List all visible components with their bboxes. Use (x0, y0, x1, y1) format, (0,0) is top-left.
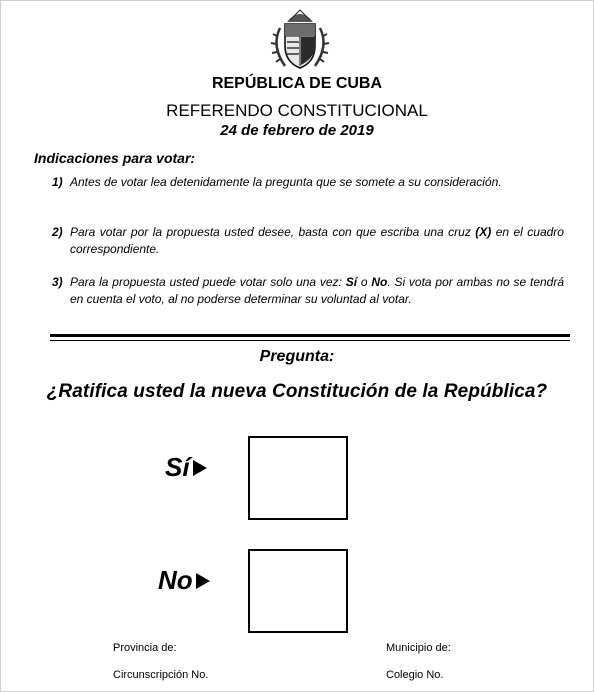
yes-option-label (165, 452, 207, 483)
country-heading: REPÚBLICA DE CUBA (211, 75, 383, 92)
instructions-title: Indicaciones para votar: (34, 150, 196, 166)
yes-vote-box[interactable] (248, 436, 348, 520)
ballot-title: REFERENDO CONSTITUCIONAL (166, 101, 428, 120)
instruction-item-1 (52, 174, 564, 191)
instruction-text: Antes de votar lea detenidamente la pregunta que se somete a su consideración. (70, 175, 502, 189)
instruction-text: Para votar por la propuesta usted desee, basta con que escriba una cruz (X) en el cuadro correspondiente. (70, 225, 564, 256)
provincia-label: Provincia de: (113, 642, 177, 654)
no-vote-box[interactable] (248, 549, 348, 633)
question-label: Pregunta: (259, 348, 335, 365)
section-divider-thin (50, 340, 570, 341)
no-option-label (158, 565, 210, 596)
instruction-number: 1) (52, 175, 63, 189)
yes-label-text: Sí (165, 452, 190, 482)
instruction-number: 2) (52, 225, 63, 239)
instruction-item-3 (52, 274, 564, 308)
arrow-right-icon (196, 573, 210, 589)
instruction-text: Para la propuesta usted puede votar solo una vez: Sí o No. Si vota por ambas no se tendrá en cuenta el voto, al no poderse determinar su voluntad al votar. (70, 275, 565, 306)
question-text: ¿Ratifica usted la nueva Constitución de la República? (46, 381, 548, 402)
colegio-label: Colegio No. (386, 669, 444, 681)
no-label-text: No (158, 565, 193, 595)
instruction-item-2 (52, 224, 564, 258)
arrow-right-icon (193, 460, 207, 476)
municipio-label: Municipio de: (386, 642, 451, 654)
instruction-number: 3) (52, 275, 63, 289)
coat-of-arms-icon (265, 6, 335, 72)
section-divider-thick (50, 334, 570, 337)
ballot-date: 24 de febrero de 2019 (220, 122, 374, 139)
circunscripcion-label: Circunscripción No. (113, 669, 209, 681)
